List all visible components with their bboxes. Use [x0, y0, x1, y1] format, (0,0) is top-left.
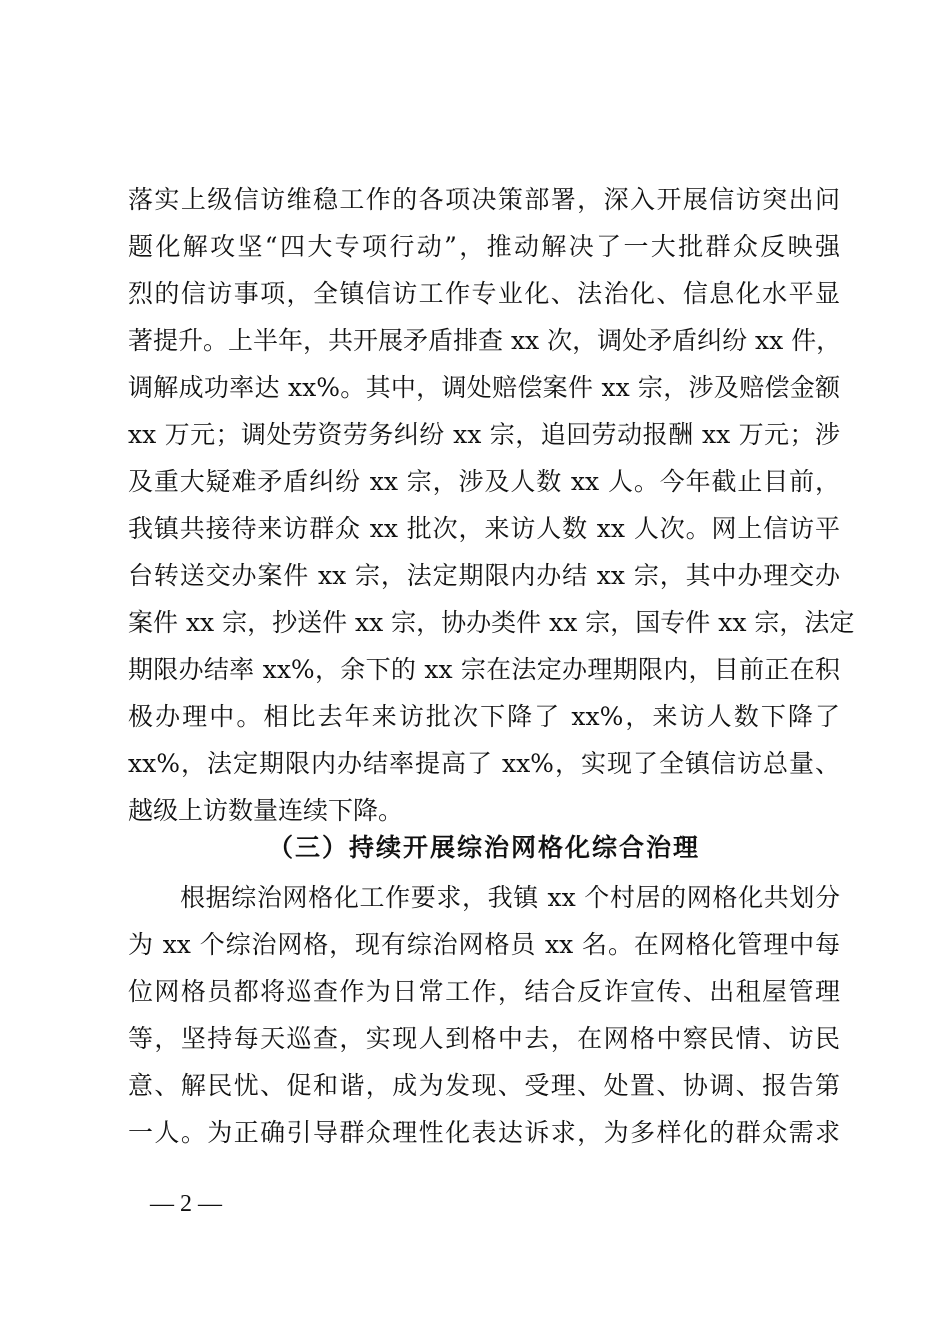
body-line: 著提升。上半年，共开展矛盾排查 xx 次，调处矛盾纠纷 xx 件，: [128, 326, 842, 355]
body-line: 案件 xx 宗，抄送件 xx 宗，协办类件 xx 宗，国专件 xx 宗，法定: [128, 608, 855, 637]
section-line: 意、解民忧、促和谐，成为发现、受理、处置、协调、报告第: [128, 1071, 840, 1100]
body-line: xx 万元；调处劳资劳务纠纷 xx 宗，追回劳动报酬 xx 万元；涉: [128, 420, 840, 449]
body-line: 台转送交办案件 xx 宗，法定期限内办结 xx 宗，其中办理交办: [128, 561, 840, 590]
body-line: 题化解攻坚“四大专项行动”，推动解决了一大批群众反映强: [128, 232, 840, 261]
section-heading: （三）持续开展综治网格化综合治理: [267, 833, 700, 862]
body-line: 极办理中。相比去年来访批次下降了 xx%，来访人数下降了: [128, 702, 840, 731]
body-line: 期限办结率 xx%，余下的 xx 宗在法定办理期限内，目前正在积: [128, 655, 840, 684]
body-line: 烈的信访事项，全镇信访工作专业化、法治化、信息化水平显: [128, 279, 840, 308]
page-number: — 2 —: [150, 1191, 222, 1217]
body-line: 我镇共接待来访群众 xx 批次，来访人数 xx 人次。网上信访平: [128, 514, 840, 543]
body-line: 落实上级信访维稳工作的各项决策部署，深入开展信访突出问: [128, 185, 840, 214]
body-line: 及重大疑难矛盾纠纷 xx 宗，涉及人数 xx 人。今年截止目前，: [128, 467, 840, 496]
section-line: 根据综治网格化工作要求，我镇 xx 个村居的网格化共划分: [180, 883, 840, 912]
section-line: 位网格员都将巡查作为日常工作，结合反诈宣传、出租屋管理: [128, 977, 840, 1006]
body-line: xx%，法定期限内办结率提高了 xx%，实现了全镇信访总量、: [128, 749, 840, 778]
section-line: 一人。为正确引导群众理性化表达诉求，为多样化的群众需求: [128, 1118, 840, 1147]
body-line: 越级上访数量连续下降。: [128, 796, 404, 825]
body-line: 调解成功率达 xx%。其中，调处赔偿案件 xx 宗，涉及赔偿金额: [128, 373, 840, 402]
section-line: 为 xx 个综治网格，现有综治网格员 xx 名。在网格化管理中每: [128, 930, 840, 959]
section-line: 等，坚持每天巡查，实现人到格中去，在网格中察民情、访民: [128, 1024, 840, 1053]
